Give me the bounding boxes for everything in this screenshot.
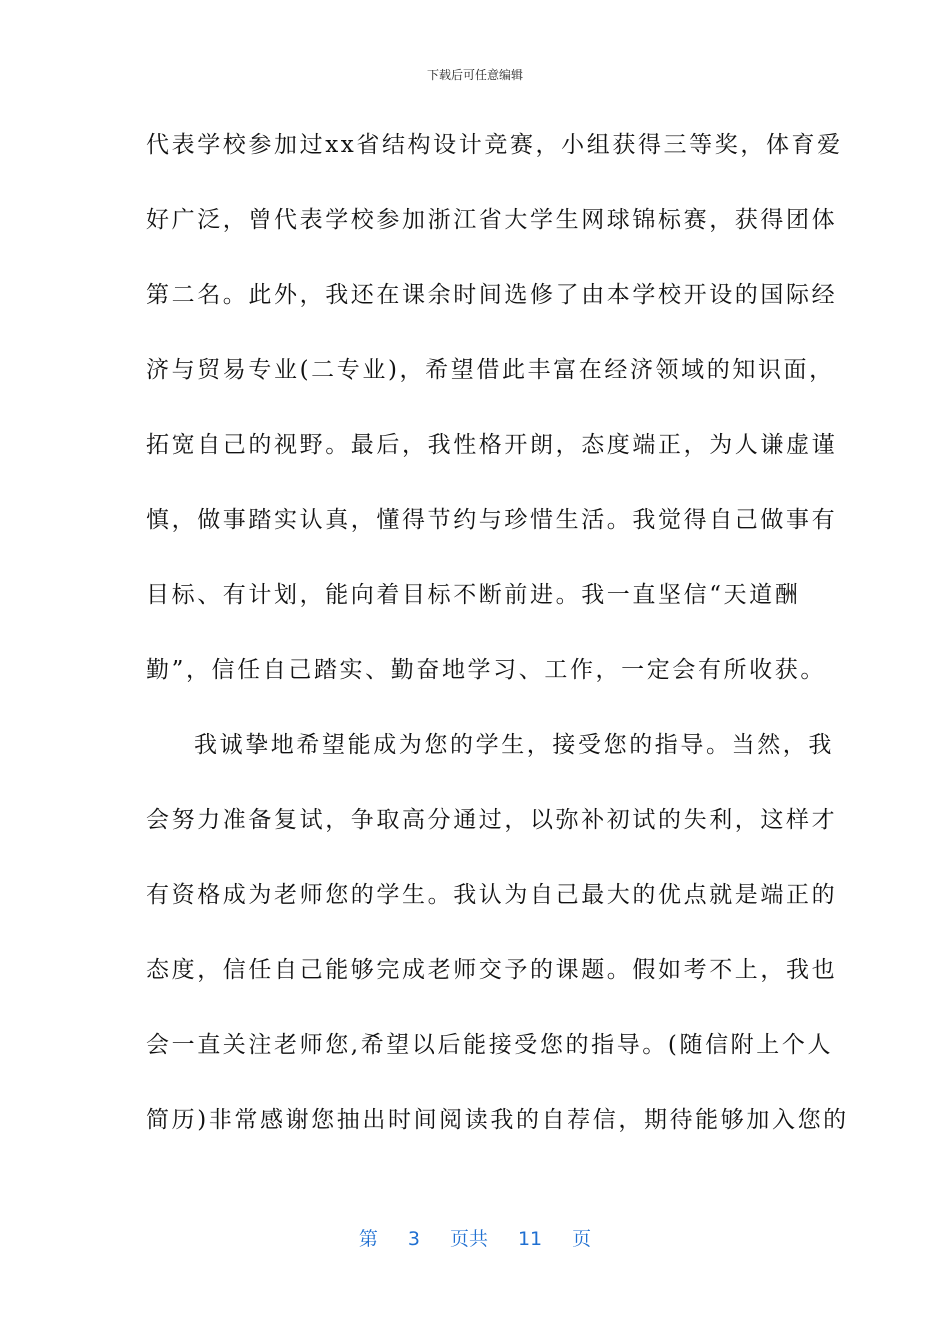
- body-line: 会一直关注老师您,希望以后能接受您的指导。(随信附上个人: [146, 1032, 834, 1058]
- footer-prefix: 第: [358, 1228, 378, 1250]
- body-line: 第二名。此外，我还在课余时间选修了由本学校开设的国际经: [146, 282, 838, 308]
- body-line: 好广泛，曾代表学校参加浙江省大学生网球锦标赛，获得团体: [146, 207, 838, 233]
- page-header: 下载后可任意编辑: [426, 68, 523, 82]
- page-number-footer: [0, 1224, 950, 1251]
- body-line: 慎，做事踏实认真，懂得节约与珍惜生活。我觉得自己做事有: [146, 507, 838, 533]
- footer-suffix: 页: [572, 1228, 592, 1250]
- document-body: [146, 122, 849, 1172]
- footer-middle: 页共: [449, 1228, 488, 1250]
- body-line: 代表学校参加过xx省结构设计竞赛，小组获得三等奖，体育爱: [146, 132, 843, 158]
- paragraph-start-line: 我诚挚地希望能成为您的学生，接受您的指导。当然，我: [194, 732, 834, 758]
- current-page-number: 3: [407, 1228, 420, 1250]
- body-line: 勤”，信任自己踏实、勤奋地学习、工作，一定会有所收获。: [146, 657, 826, 683]
- body-line: 简历)非常感谢您抽出时间阅读我的自荐信，期待能够加入您的: [146, 1107, 849, 1133]
- body-line: 目标、有计划，能向着目标不断前进。我一直坚信“天道酬: [146, 582, 801, 608]
- body-line: 拓宽自己的视野。最后，我性格开朗，态度端正，为人谦虚谨: [146, 432, 838, 458]
- body-line: 有资格成为老师您的学生。我认为自己最大的优点就是端正的: [146, 882, 838, 908]
- body-line: 态度，信任自己能够完成老师交予的课题。假如考不上，我也: [146, 957, 838, 983]
- total-pages-number: 11: [517, 1228, 543, 1250]
- body-line: 会努力准备复试，争取高分通过，以弥补初试的失利，这样才: [146, 807, 838, 833]
- body-line: 济与贸易专业(二专业)，希望借此丰富在经济领域的知识面，: [146, 357, 835, 383]
